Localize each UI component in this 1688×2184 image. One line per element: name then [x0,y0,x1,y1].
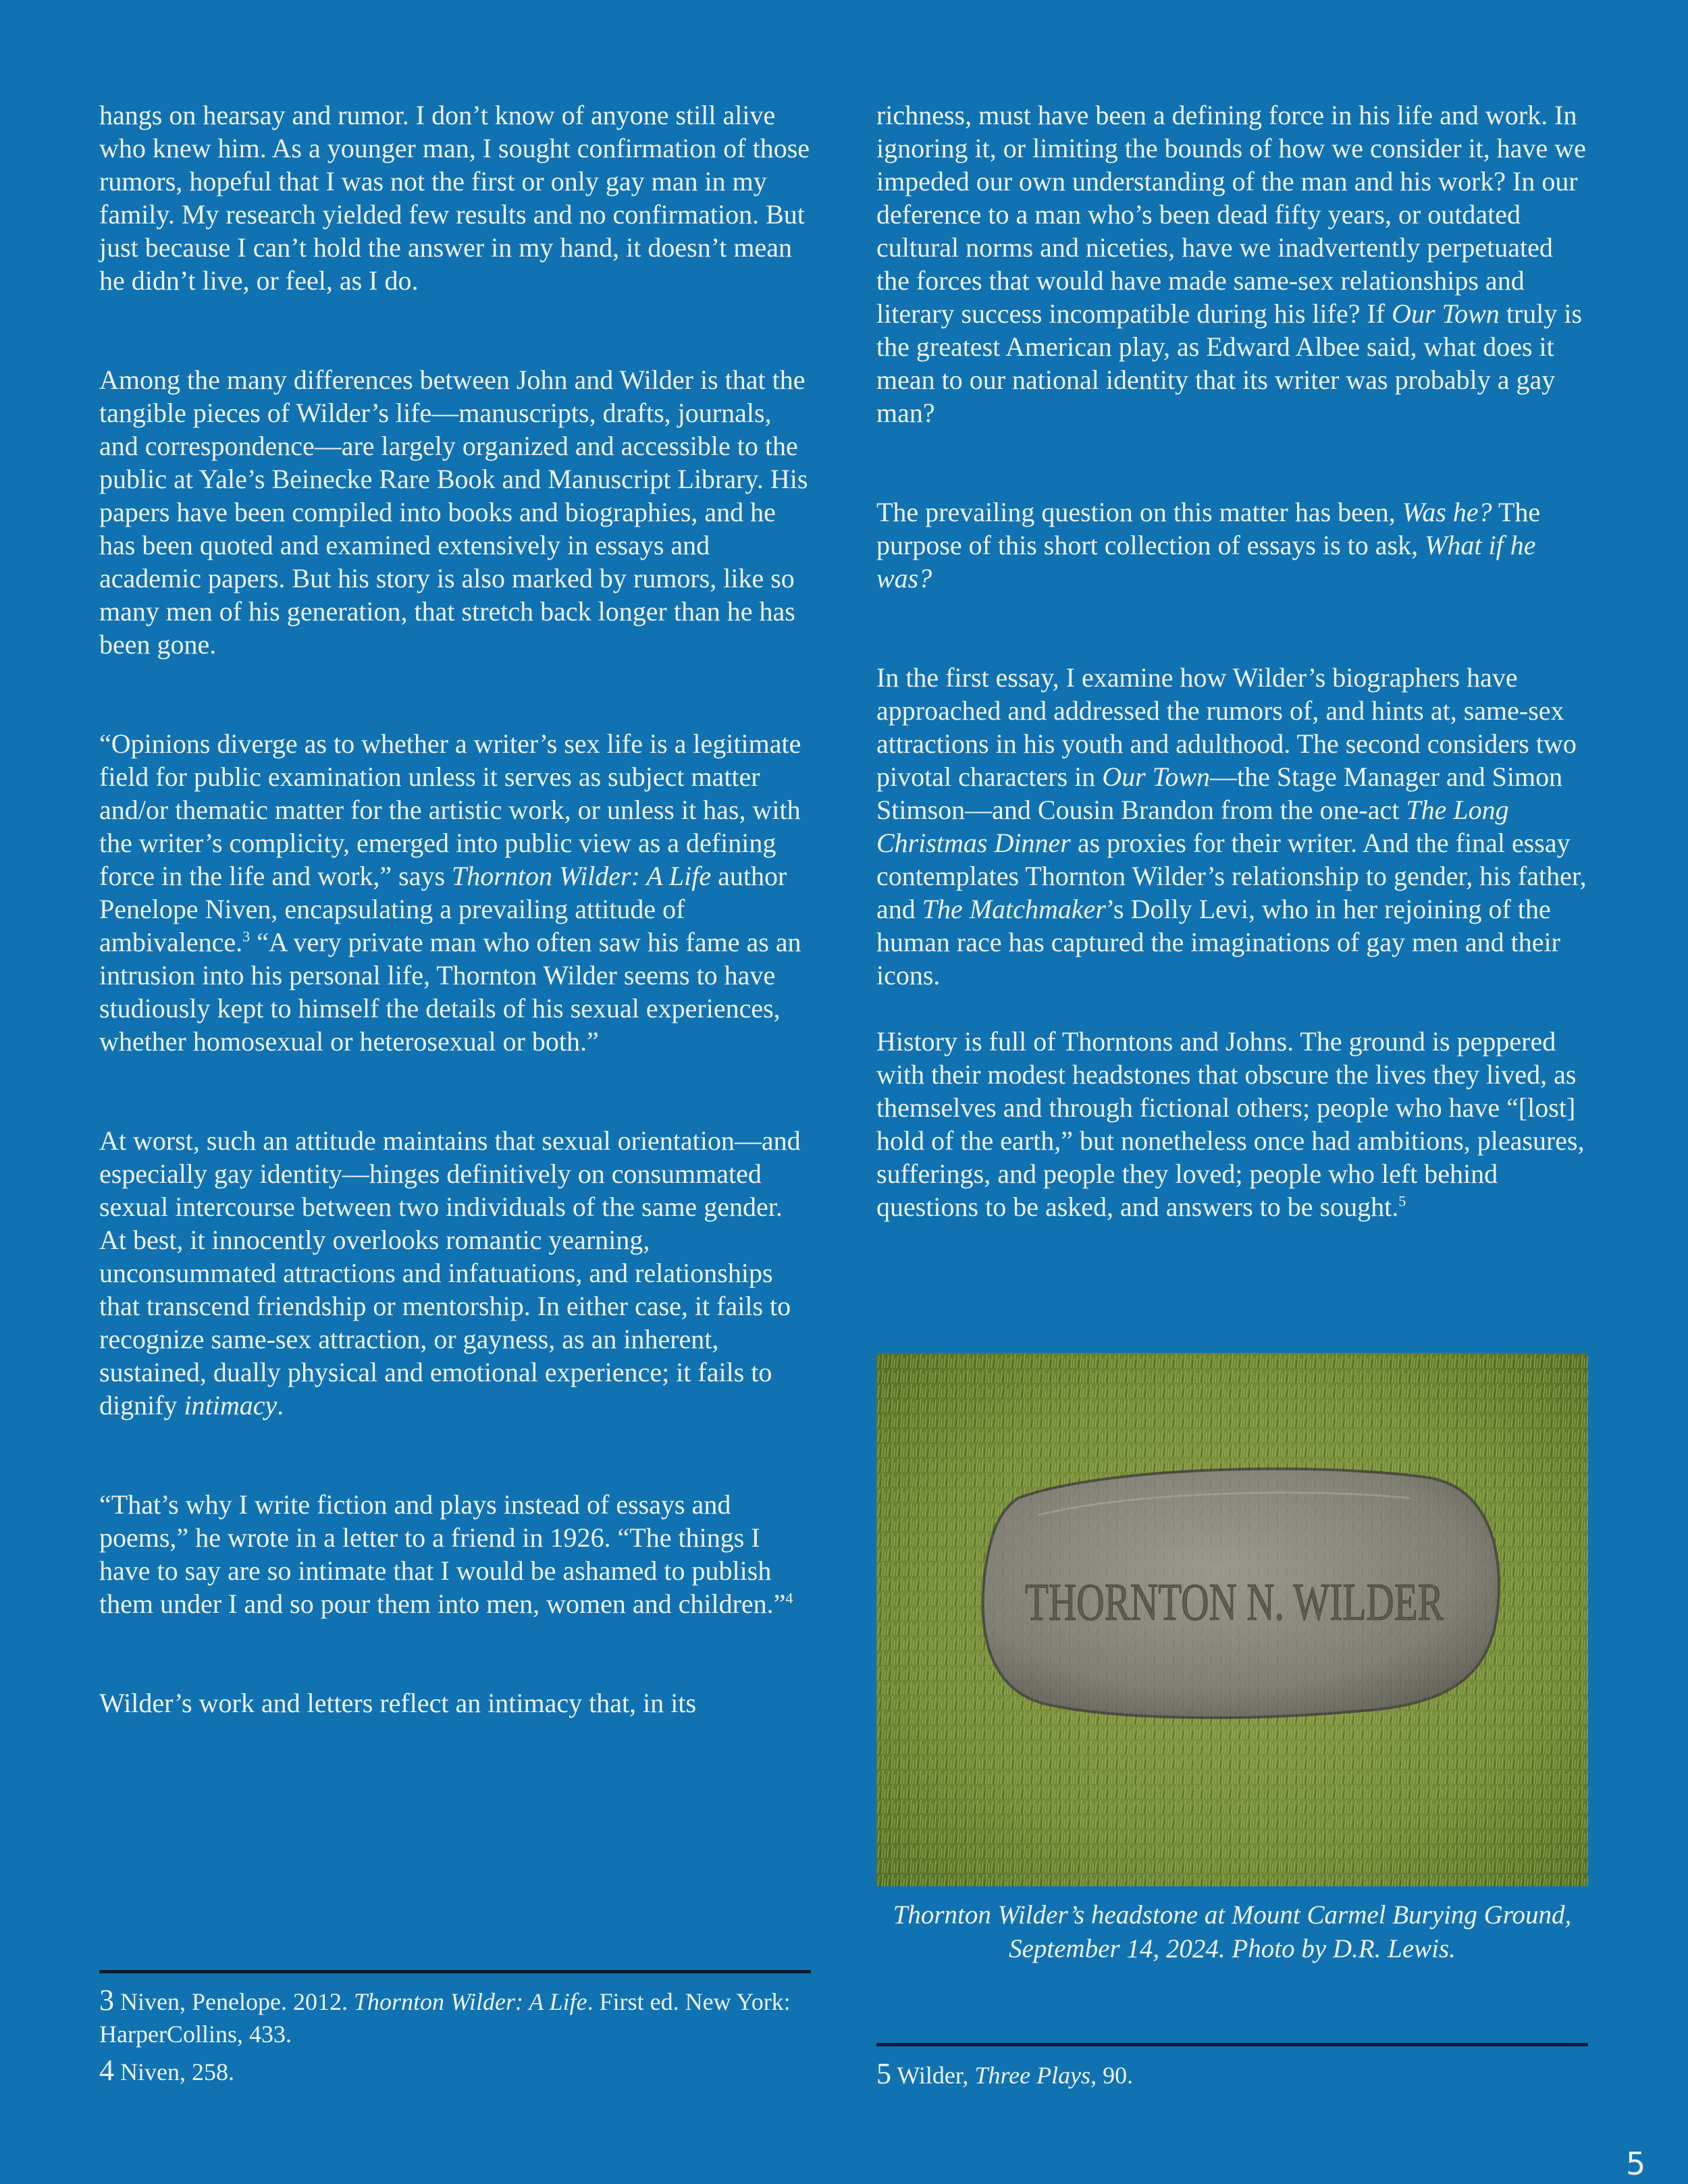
footnote-ref[interactable]: 4 [785,1589,793,1607]
left-column [99,99,811,1720]
footnotes-left [99,1984,811,2092]
paragraph: richness, must have been a defining force in his life and work. In ignoring it, or limiting the bounds of how we consider it, have we impeded our own understanding of the man and his work? In our deference to a man who’s been dead fifty years, or outdated cultural norms and niceties, have we inadvertently perpetuated the forces that would have made same-sex relationships and literary success incompatible during his life? If Our Town truly is the greatest American play, as Edward Albee said, what does it mean to our national identity that its writer was probably a gay man? [876,100,1586,428]
paragraph: hangs on hearsay and rumor. I don’t know of anyone still alive who knew him. As a younger man, I sought confirmation of those rumors, hopeful that I was not the first or only gay man in my family. My research yielded few results and no confirmation. But just because I can’t hold the answer in my hand, it doesn’t mean he didn’t live, or feel, as I do. [99,100,810,296]
headstone-photo [876,1353,1588,1886]
page-number: 5 [1626,2146,1646,2182]
paragraph: The prevailing question on this matter has been, Was he? The purpose of this short collection of essays is to ask, What if he was? [876,497,1541,593]
paragraph: In the first essay, I examine how Wilder’s biographers have approached and addressed the rumors of, and hints at, same-sex attractions in his youth and adulthood. The second considers two pivotal characters in Our Town—the Stage Manager and Simon Stimson—and Cousin Brandon from the one-act The Long Christmas Dinner as proxies for their writer. And the final essay contemplates Thornton Wilder’s relationship to gender, his father, and The Matchmaker’s Dolly Levi, who in her rejoining of the human race has captured the imaginations of gay men and their icons. [876,662,1587,990]
photo-caption: Thornton Wilder’s headstone at Mount Carmel Burying Ground, September 14, 2024. Photo by D.R. Lewis. [893,1900,1572,1963]
paragraph: Among the many differences between John and Wilder is that the tangible pieces of Wilder’s life—manuscripts, drafts, journals, and correspondence—are largely organized and accessible to the public at Yale’s Beinecke Rare Book and Manuscript Library. His papers have been compiled into books and biographies, and he has been quoted and examined extensively in essays and academic papers. But his story is also marked by rumors, like so many men of his generation, that stretch back longer than he has been gone. [99,365,808,660]
paragraph: “Opinions diverge as to whether a writer’s sex life is a legitimate field for public examination unless it serves as subject matter and/or thematic matter for the artistic work, or unless it has, with the writer’s complicity, emerged into public view as a defining force in the life and work,” says Thornton Wilder: A Life author Penelope Niven, encapsulating a prevailing attitude of ambivalence.$^3$ “A very private man who often saw his fame as an intrusion into his personal life, Thornton Wilder seems to have studiously kept to himself the details of his sexual experiences, whether homosexual or heterosexual or both.” [99,728,801,1057]
right-column [876,99,1589,1223]
paragraph: “That’s why I write fiction and plays instead of essays and poems,” he wrote in a letter to a friend in 1926. “The things I have to say are so intimate that I would be ashamed to publish them under I and so pour them into men, women and children.”$^4$ [99,1489,793,1619]
footnote-ref[interactable]: 3 [242,928,250,945]
paragraph: Wilder’s work and letters reflect an intimacy that, in its [99,1688,697,1718]
footnote-4: 4 Niven, 258. [99,2054,234,2087]
footnote-rule [876,2043,1588,2046]
footnote-rule [99,1970,811,1973]
footnote-ref[interactable]: 5 [1398,1192,1406,1210]
footnotes-right [876,2058,1588,2096]
footnote-5: 5 Wilder, Three Plays, 90. [876,2057,1134,2090]
paragraph: At worst, such an attitude maintains that sexual orientation—and especially gay identity—hinges definitively on consummated sexual intercourse between two individuals of the same gender. At best, it innocently overlooks romantic yearning, unconsummated attractions and infatuations, and relationships that transcend friendship or mentorship. In either case, it fails to recognize same-sex attraction, or gayness, as an inherent, sustained, dually physical and emotional experience; it fails to dignify intimacy. [99,1125,801,1420]
headstone-engraving: THORNTON N. WILDER [1025,1572,1444,1631]
book-title: Thornton Wilder: A Life [452,861,712,891]
footnote-3: 3 Niven, Penelope. 2012. Thornton Wilder: A Life. First ed. New York: HarperCollins, 433. [99,1983,791,2048]
paragraph: History is full of Thorntons and Johns. The ground is peppered with their modest headstones that obscure the lives they lived, as themselves and through fictional others; people who have “[lost] hold of the earth,” but nonetheless once had ambitions, pleasures, sufferings, and people they loved; people who left behind questions to be asked, and answers to be sought.$^5$ [876,1026,1585,1222]
